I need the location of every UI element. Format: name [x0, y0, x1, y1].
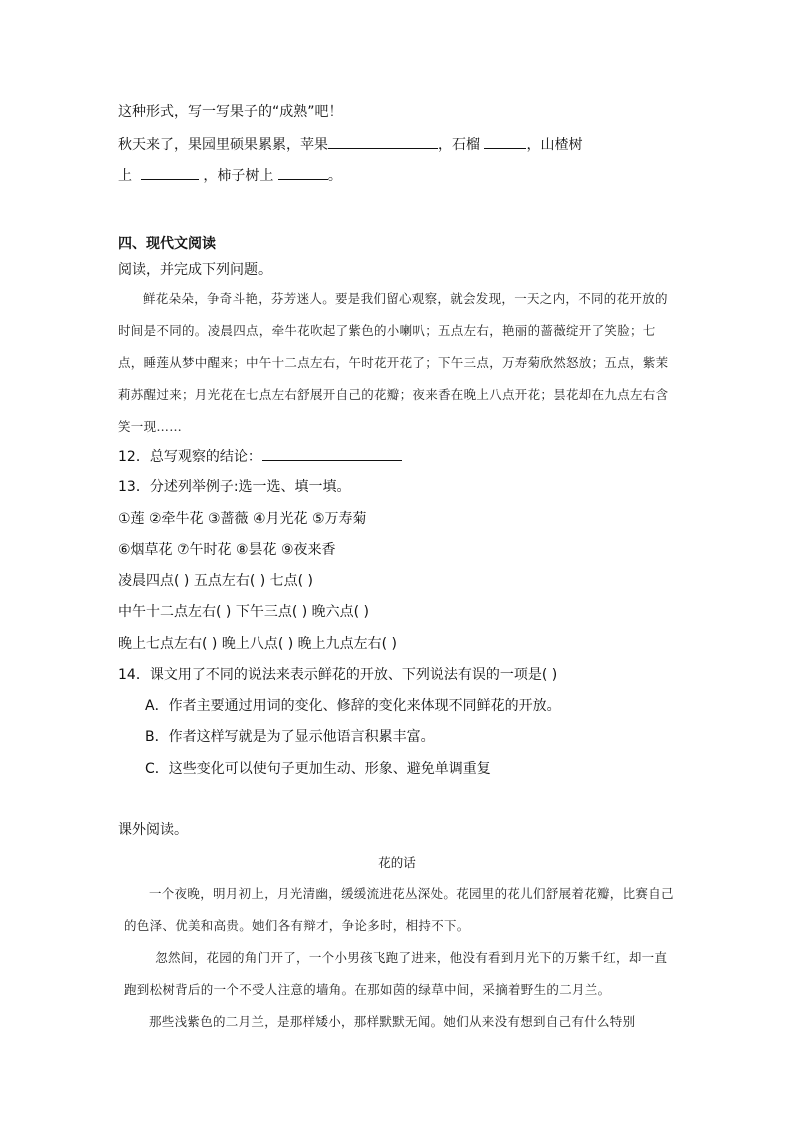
fill-in-line-1: [118, 134, 582, 155]
option-b[interactable]: B．作者这样写就是为了显示他语言积累丰富。: [145, 729, 435, 745]
question-13: 13．分述列举例子:选一选、填一填。: [118, 479, 351, 495]
fill-in-line-2: [118, 165, 342, 186]
section-instruction: 阅读，并完成下列问题。: [118, 262, 272, 278]
fill-in-text: ，石榴: [438, 137, 480, 153]
instruction-line: 这种形式，写一写果子的“成熟”吧！: [118, 104, 343, 120]
answer-blank-pomegranate[interactable]: [484, 134, 526, 149]
options-row-1: ①莲 ②牵牛花 ③蔷薇 ④月光花 ⑤万寿菊: [118, 511, 367, 527]
question-14: 14．课文用了不同的说法来表示鲜花的开放、下列说法有误的一项是( ): [118, 667, 558, 683]
fill-row-3[interactable]: 晚上七点左右( ) 晚上八点( ) 晚上九点左右( ): [118, 636, 398, 652]
question-text: 12．总写观察的结论：: [118, 449, 262, 465]
section-heading: 四、现代文阅读: [118, 236, 216, 252]
story-paragraph: 忽然间，花园的角门开了，一个小男孩飞跑了进来，他没有看到月光下的万紫千红，却一直跑到松树背后的一个不受人注意的墙角。在那如茵的绿草中间，采摘着野生的二月兰。: [124, 950, 668, 997]
story-passage: [124, 878, 680, 1038]
reading-passage: [118, 283, 678, 443]
fill-in-text: 秋天来了，果园里硕果累累，苹果: [118, 137, 328, 153]
option-c[interactable]: C．这些变化可以使句子更加生动、形象、避免单调重复: [145, 761, 491, 777]
extra-reading-label: 课外阅读。: [118, 822, 188, 838]
answer-blank-conclusion[interactable]: [262, 446, 402, 461]
story-paragraph: 那些浅紫色的二月兰，是那样矮小，那样默默无闻。她们从来没有想到自己有什么特别: [149, 1014, 636, 1029]
fill-in-text: 。: [327, 168, 342, 184]
story-paragraph: 一个夜晚，明月初上，月光清幽，缓缓流进花丛深处。花园里的花儿们舒展着花瓣，比赛自己的色泽、优美和高贵。她们各有辩才，争论多时，相持不下。: [124, 886, 674, 933]
fill-in-text: 上: [118, 168, 132, 184]
fill-in-text: ，山楂树: [526, 137, 583, 153]
option-a[interactable]: A．作者主要通过用词的变化、修辞的变化来体现不同鲜花的开放。: [145, 698, 561, 714]
answer-blank-persimmon[interactable]: [278, 165, 328, 180]
answer-blank-apple[interactable]: [328, 134, 438, 149]
fill-row-1[interactable]: 凌晨四点( ) 五点左右( ) 七点( ): [118, 573, 314, 589]
question-12: [118, 446, 402, 467]
story-title: 花的话: [378, 855, 416, 870]
options-row-2: ⑥烟草花 ⑦午时花 ⑧昙花 ⑨夜来香: [118, 542, 336, 558]
fill-in-text: ，柿子树上: [203, 168, 274, 184]
fill-row-2[interactable]: 中午十二点左右( ) 下午三点( ) 晚六点( ): [118, 604, 370, 620]
answer-blank-hawthorn[interactable]: [141, 165, 199, 180]
passage-paragraph: 鲜花朵朵，争奇斗艳，芬芳迷人。要是我们留心观察，就会发现，一天之内，不同的花开放的时间是不同的。凌晨四点，牵牛花吹起了紫色的小喇叭；五点左右，艳丽的蔷薇绽开了笑脸；七点，睡莲从梦中醒来；中午十二点左右，午时花开花了；下午三点，万寿菊欣然怒放；五点，紫茉莉苏醒过来；月光花在七点左右舒展开自己的花瓣；夜来香在晚上八点开花；昙花却在九点左右含笑一现……: [118, 291, 669, 434]
